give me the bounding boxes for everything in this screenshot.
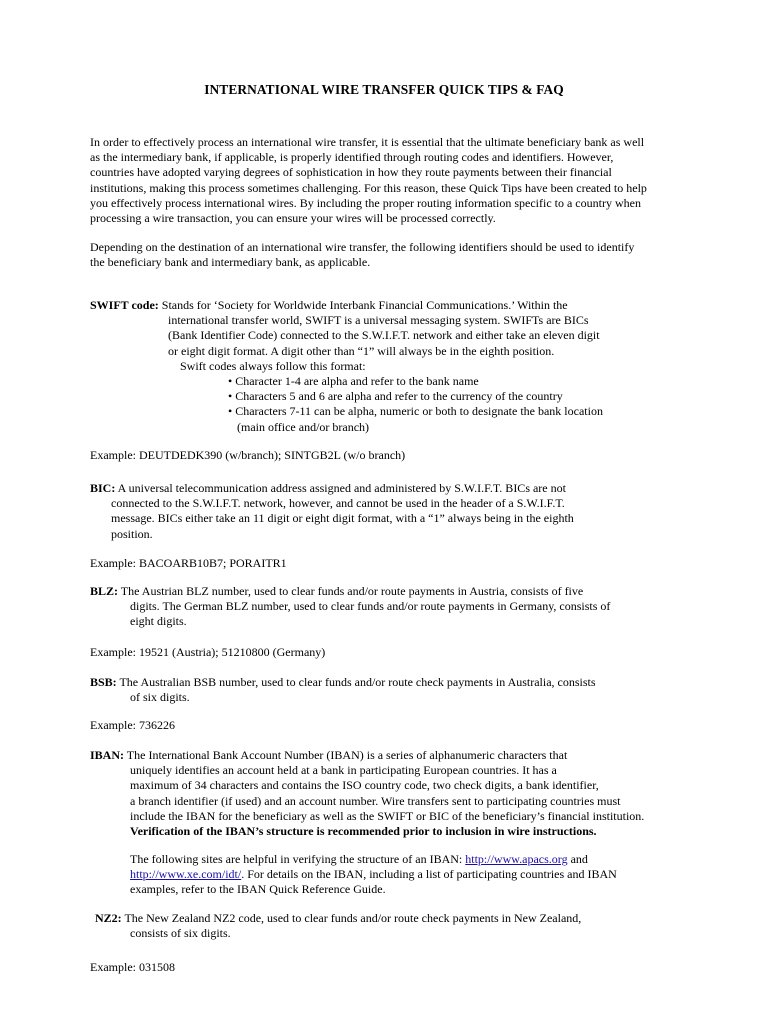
iban-sites-line: examples, refer to the IBAN Quick Reference Guide. [130, 882, 386, 897]
nz2-example: Example: 031508 [90, 960, 175, 974]
swift-line: (Bank Identifier Code) connected to the S.W.I.F.T. network and either take an eleven digit [168, 328, 600, 343]
iban-sites-and: and [567, 852, 588, 866]
bsb-section [90, 675, 690, 705]
iban-verification-note: Verification of the IBAN’s structure is recommended prior to inclusion in wire instructions. [130, 823, 597, 838]
nz2-label: NZ2: [95, 911, 122, 925]
destination-paragraph [90, 240, 690, 270]
destination-line: Depending on the destination of an international wire transfer, the following identifiers should be used to identify [90, 240, 635, 254]
bsb-definition: The Australian BSB number, used to clear funds and/or route check payments in Australia, consists [116, 675, 596, 689]
bic-example: Example: BACOARB10B7; PORAITR1 [90, 556, 287, 570]
blz-first-line [90, 584, 690, 599]
bic-line: message. BICs either take an 11 digit or eight digit format, with a “1” always being in the eighth [111, 511, 574, 526]
swift-section [90, 298, 690, 435]
blz-section [90, 584, 690, 630]
swift-label: SWIFT code: [90, 298, 159, 312]
apacs-link[interactable]: http://www.apacs.org [465, 852, 568, 866]
bsb-line: of six digits. [130, 690, 190, 705]
page-title: INTERNATIONAL WIRE TRANSFER QUICK TIPS & FAQ [204, 82, 564, 97]
iban-sites-line [90, 867, 690, 882]
iban-sites-text: . For details on the IBAN, including a list of participating countries and IBAN [241, 867, 617, 882]
iban-definition: The International Bank Account Number (IBAN) is a series of alphanumeric characters that [124, 748, 568, 762]
intro-line: institutions, making this process sometimes challenging. For this reason, these Quick Tips have been created to help [90, 180, 647, 195]
blz-line: digits. The German BLZ number, used to clear funds and/or route payments in Germany, consists of [130, 599, 611, 614]
nz2-line: consists of six digits. [130, 926, 231, 941]
iban-line: include the IBAN for the beneficiary as well as the SWIFT or BIC of the beneficiary’s financial institution. [130, 808, 645, 823]
swift-bullet: • Characters 7-11 can be alpha, numeric or both to designate the bank location [228, 404, 603, 419]
intro-line: processing a wire transaction, you can ensure your wires will be processed correctly. [90, 210, 496, 225]
xe-link[interactable]: http://www.xe.com/idt/ [130, 867, 242, 882]
bic-line: connected to the S.W.I.F.T. network, however, and cannot be used in the header of a S.W.I.F.T. [111, 496, 565, 511]
blz-label: BLZ: [90, 584, 119, 598]
intro-line: countries have adopted varying degrees of sophistication in how they route payments between their financial [90, 165, 612, 180]
swift-bullet: • Character 1-4 are alpha and refer to the bank name [228, 373, 479, 388]
bic-section [90, 481, 690, 542]
nz2-section [90, 911, 690, 941]
intro-line: In order to effectively process an international wire transfer, it is essential that the ultimate beneficiary bank as well [90, 135, 645, 149]
nz2-first-line [90, 911, 690, 926]
intro-line: you effectively process international wires. By including the proper routing information specific to a country when [90, 195, 641, 210]
bsb-first-line [90, 675, 690, 690]
iban-bold-line [90, 824, 690, 839]
blz-definition: The Austrian BLZ number, used to clear funds and/or route payments in Austria, consists of five [118, 584, 584, 598]
iban-line: uniquely identifies an account held at a bank in participating European countries. It has a [130, 763, 557, 778]
swift-format-intro: Swift codes always follow this format: [180, 358, 366, 373]
iban-sites [90, 852, 690, 898]
bic-label: BIC: [90, 481, 116, 495]
swift-line: or eight digit format. A digit other than “1” will always be in the eighth position. [168, 343, 555, 358]
iban-sites-line [90, 852, 690, 867]
bic-first-line [90, 481, 690, 496]
intro-paragraph [90, 135, 690, 226]
intro-line: as the intermediary bank, if applicable, is properly identified through routing codes and identifiers. However, [90, 150, 614, 165]
swift-definition: Stands for ‘Society for Worldwide Interbank Financial Communications.’ Within the [158, 298, 568, 312]
swift-line: international transfer world, SWIFT is a universal messaging system. SWIFTs are BICs [168, 313, 589, 328]
bic-line: position. [111, 526, 153, 541]
swift-bullet: • Characters 5 and 6 are alpha and refer to the currency of the country [228, 389, 563, 404]
bsb-example: Example: 736226 [90, 718, 175, 732]
iban-line: maximum of 34 characters and contains the ISO country code, two check digits, a bank identifier, [130, 778, 599, 793]
iban-label: IBAN: [90, 748, 125, 762]
nz2-definition: The New Zealand NZ2 code, used to clear funds and/or route check payments in New Zealand, [121, 911, 582, 925]
iban-first-line [90, 748, 690, 763]
swift-first-line [90, 298, 690, 313]
bsb-label: BSB: [90, 675, 117, 689]
bic-definition: A universal telecommunication address assigned and administered by S.W.I.F.T. BICs are not [115, 481, 566, 495]
blz-line: eight digits. [130, 614, 187, 629]
destination-line: the beneficiary bank and intermediary bank, as applicable. [90, 255, 371, 270]
iban-sites-text: The following sites are helpful in verifying the structure of an IBAN: [130, 852, 466, 866]
swift-example: Example: DEUTDEDK390 (w/branch); SINTGB2L (w/o branch) [90, 448, 406, 462]
iban-section [90, 748, 690, 839]
iban-line: a branch identifier (if used) and an account number. Wire transfers sent to participating countries must [130, 793, 621, 808]
blz-example: Example: 19521 (Austria); 51210800 (Germany) [90, 645, 326, 659]
swift-bullet-continuation: (main office and/or branch) [237, 419, 370, 434]
